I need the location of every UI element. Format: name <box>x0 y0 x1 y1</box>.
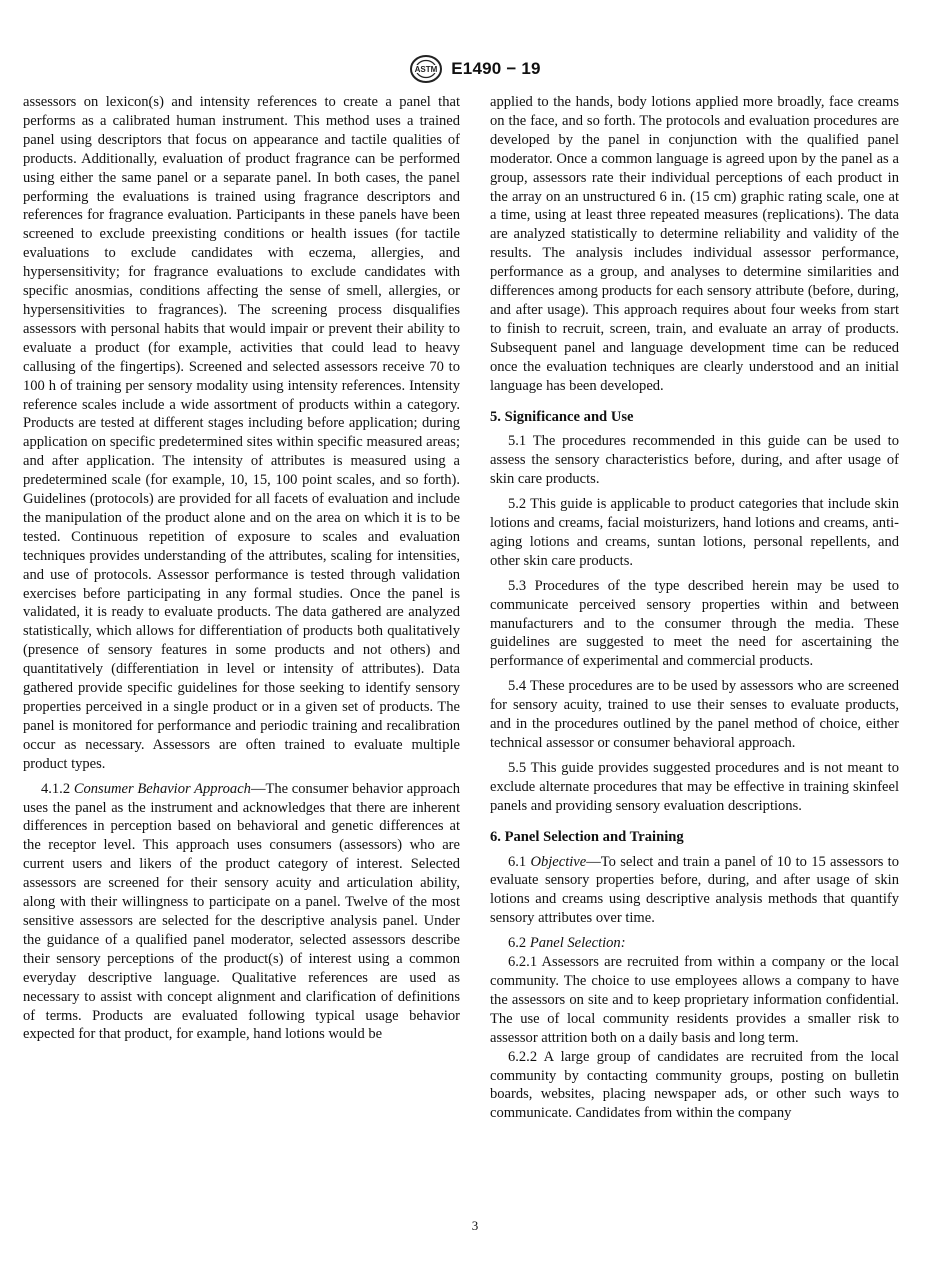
paragraph-5-5: 5.5 This guide provides suggested procedures and is not meant to exclude alternate procedures that may be effective in training skinfeel panels and providing sensory evaluation descriptions. <box>490 759 899 814</box>
section-heading-6: 6. Panel Selection and Training <box>490 828 684 845</box>
paragraph-5-4: 5.4 These procedures are to be used by assessors who are screened for sensory acuity, trained to use their senses to evaluate products, and in the procedures outlined by the panel method of choice, either technical assessor or consumer behavioral approach. <box>490 678 899 751</box>
left-column <box>23 93 460 1044</box>
paragraph-6-2-1: 6.2.1 Assessors are recruited from within a company or the local community. The choice to use employees allows a company to have the assessors on site and to keep proprietary information confidential. The use of local community residents provides a smaller risk to assessor attrition both on a daily basis and long term. <box>490 954 899 1046</box>
section-text: The consumer behavior approach uses the panel as the instrument and acknowledges that there are inherent differences in perception based on behavioral and genetic differences at the receptor level. This approach uses consumers (assessors) who are current users and likers of the product category of interest. Selected assessors are screened for their sensory acuity and articulation ability, along with their willingness to participate on a panel. Twelve of the most sensitive assessors are selected for the descriptive analysis panel. Under the guidance of a qualified panel moderator, selected assessors describe their sensory perceptions of the product(s) of interest using a common everyday descriptive language. Qualitative references are used as necessary to assist with concept alignment and clarification of definitions of terms. Products are evaluated following typical usage behavior expected for that product, for example, hand lotions would be <box>23 780 460 1043</box>
paragraph-5-2: 5.2 This guide is applicable to product categories that include skin lotions and creams, facial moisturizers, hand lotions and creams, anti-aging lotions and creams, suntan lotions, personal repellents, and other skin care products. <box>490 496 899 569</box>
paragraph-6-1: 6.1 Objective—To select and train a panel of 10 to 15 assessors to evaluate sensory properties before, during, and after usage of skin lotions and creams using descriptive analysis methods that quantify sensory attributes over time. <box>490 853 899 927</box>
page-number: 3 <box>471 1218 479 1233</box>
document-id: E1490 − 19 <box>451 59 541 78</box>
paragraph-4-1-2-continued: applied to the hands, body lotions applied more broadly, face creams on the face, and so forth. The protocols and evaluation procedures are developed by the panel in conjunction with the qualified panel moderator. Once a common language is agreed upon by the panel as a group, assessors rate their individual perceptions of each product in the array on an unstructured 6 in. (15 cm) graphic rating scale, one at a time, using at least three repeated measures (replications). The data are analyzed statistically to determine reliability and validity of the results. The analysis includes individual assessor performance, performance as a group, and analyses to determine similarities and differences among products for each sensory attribute (before, during, and after usage). This approach requires about four weeks from start to finish to recruit, screen, train, and evaluate an array of products. Subsequent panel and language development time can be reduced once the evaluation techniques are clearly understood and an initial language has been developed. <box>490 94 899 394</box>
section-number: 4.1.2 <box>41 780 71 797</box>
right-column <box>490 93 899 1123</box>
paragraph-6-2: 6.2 Panel Selection: <box>508 935 626 952</box>
astm-logo-icon <box>409 54 443 84</box>
page-header <box>0 52 950 86</box>
section-title: Consumer Behavior Approach <box>73 780 251 797</box>
svg-text:ASTM: ASTM <box>414 65 438 75</box>
paragraph-6-2-2: 6.2.2 A large group of candidates are recruited from the local community by contacting community groups, posting on bulletin boards, websites, placing newspaper ads, or other such ways to communicate. Candidates from within the company <box>490 1048 899 1122</box>
paragraph-4-1-1-continued: assessors on lexicon(s) and intensity references to create a panel that performs as a calibrated human instrument. This method uses a trained panel using descriptors that focus on appearance and tactile qualities of products. Additionally, evaluation of product fragrance can be performed using either the same panel or a separate panel. In both cases, the panel performing the evaluations is trained using fragrance descriptors and references for fragrance evaluation. Participants in these panels have been screened to exclude preexisting conditions or health issues (for tactile evaluations to exclude candidates with eczema, allergies, and hypersensitivity; for fragrance evaluations to exclude candidates with specific anosmias, conditions affecting the sense of smell, allergies, or hypersensitivities to fragrances). The screening process disqualifies assessors with personal habits that would impair or prevent their ability to evaluate a product (for example, activities that could lead to heavy callusing of the fingertips). Screened and selected assessors receive 70 to 100 h of training per sensory modality using intensity references. Intensity reference scales include a wide assortment of products within a category. Products are tested at different stages including before application; during application on specific predetermined sites within specific measured areas; and after application. The intensity of attributes is measured using a predetermined scale (for example, 10, 15, 100 point scales, and so forth). Guidelines (protocols) are provided for all facets of evaluation and include the manipulation of the product alone and on the area on which it is to be tested. Continuous repetition of exposure to scales and evaluation techniques provides understanding of the attributes, scaling for intensities, and use of protocols. Assessor performance is tested through validation exercises before participating in any formal studies. Once the panel is validated, it is ready to evaluate products. The data gathered are analyzed statistically, which allows for differentiation of products both qualitatively (presence of sensory features in some products and not others) and quantitatively (differentiation in level or intensity of attributes). Data gathered provide specific guidelines for those seeking to identify sensory properties perceived in a single product or in a given set of products. The panel is monitored for performance and periodic training and recalibration occur as necessary. Assessors are often trained to evaluate multiple product types. <box>23 94 460 772</box>
paragraph-5-3: 5.3 Procedures of the type described herein may be used to communicate perceived sensory properties within and between manufacturers and to the consumer through the media. These guidelines are suggested to meet the need for ascertaining the performance of experimental and commercial products. <box>490 577 899 670</box>
section-title: Panel Selection: <box>529 935 626 952</box>
section-title: Objective <box>530 853 587 870</box>
section-heading-5: 5. Significance and Use <box>490 408 634 425</box>
paragraph-5-1: 5.1 The procedures recommended in this guide can be used to assess the sensory characteristics before, during, and after usage of skin care products. <box>490 433 899 488</box>
paragraph-4-1-2: 4.1.2 Consumer Behavior Approach—The consumer behavior approach uses the panel as the instrument and acknowledges that there are inherent differences in perception based on behavioral and genetic differences at the receptor level. This approach uses consumers (assessors) who are current users and likers of the product category of interest. Selected assessors are screened for their sensory acuity and articulation ability, along with their willingness to participate on a panel. Twelve of the most sensitive assessors are selected for the descriptive analysis panel. Under the guidance of a qualified panel moderator, selected assessors describe their sensory perceptions of the product(s) of interest using a common everyday descriptive language. Qualitative references are used as necessary to assist with concept alignment and clarification of definitions of terms. Products are evaluated following typical usage behavior expected for that product, for example, hand lotions would be <box>23 780 460 1043</box>
